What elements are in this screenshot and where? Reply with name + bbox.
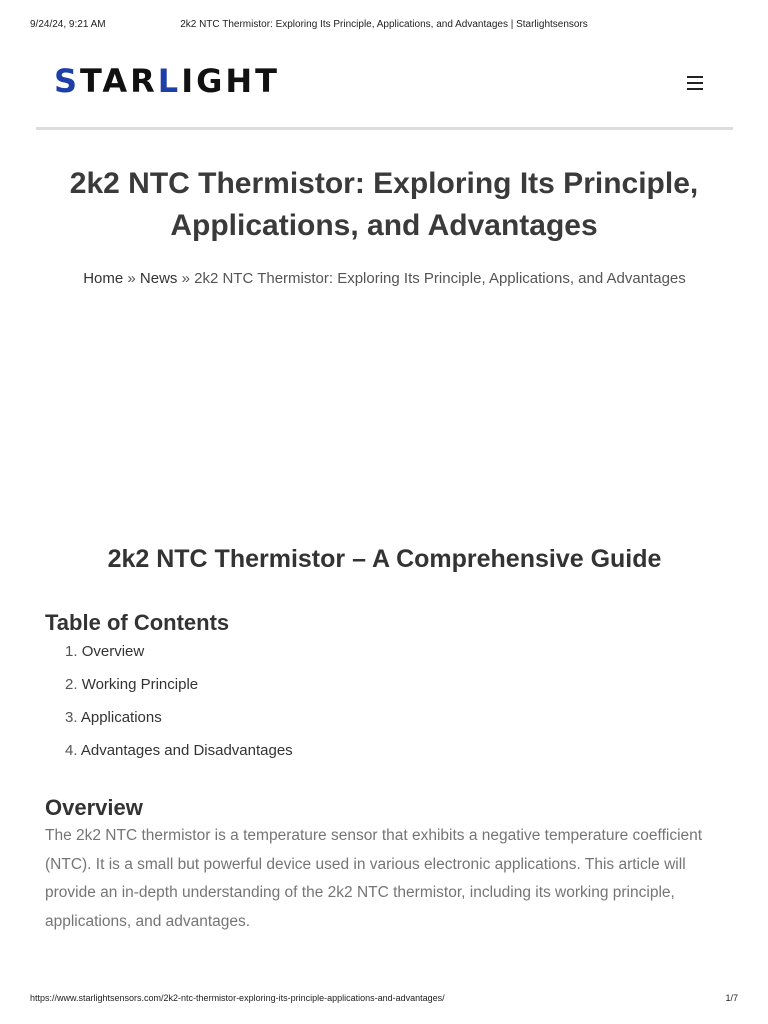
guide-heading: 2k2 NTC Thermistor – A Comprehensive Guide bbox=[107, 545, 662, 573]
print-url: https://www.starlightsensors.com/2k2-ntc-thermistor-exploring-its-principle-applications-and-advantages/ bbox=[30, 993, 445, 1003]
page-title: 2k2 NTC Thermistor: Exploring Its Principle, Applications, and Advantages bbox=[69, 167, 699, 242]
toc-item bbox=[65, 676, 293, 709]
print-footer bbox=[30, 993, 738, 1007]
toc-list bbox=[65, 643, 293, 775]
breadcrumb-news-link[interactable]: News bbox=[139, 270, 178, 287]
overview-paragraph: The 2k2 NTC thermistor is a temperature sensor that exhibits a negative temperature coefficient (NTC). It is a small but powerful device used in various electronic applications. This article will provide an in-depth understanding of the 2k2 NTC thermistor, including its working principle, applications, and advantages. bbox=[45, 827, 703, 930]
overview-heading: Overview bbox=[45, 795, 143, 820]
toc-heading: Table of Contents bbox=[45, 610, 230, 635]
toc-link-applications[interactable]: Applications bbox=[80, 709, 162, 726]
toc-item-number: 4. bbox=[65, 742, 78, 759]
print-page-number: 1/7 bbox=[725, 993, 738, 1003]
toc-item-number: 3. bbox=[65, 709, 78, 726]
print-doc-title: 2k2 NTC Thermistor: Exploring Its Principle, Applications, and Advantages | Starlightsensors bbox=[180, 19, 588, 30]
hamburger-menu-icon[interactable] bbox=[687, 76, 703, 90]
logo-letter-s: S bbox=[54, 62, 81, 100]
breadcrumb-separator: » bbox=[181, 270, 190, 287]
toc-item bbox=[65, 643, 293, 676]
print-header bbox=[30, 19, 738, 33]
logo-text-ight: IGHT bbox=[181, 62, 280, 100]
breadcrumb-home-link[interactable]: Home bbox=[83, 270, 124, 287]
logo-letter-l: L bbox=[157, 62, 182, 100]
toc-item bbox=[65, 742, 293, 775]
toc-item-number: 1. bbox=[65, 643, 78, 660]
breadcrumb-current: 2k2 NTC Thermistor: Exploring Its Principle, Applications, and Advantages bbox=[194, 270, 686, 287]
logo-text-tar: TAR bbox=[80, 62, 158, 100]
breadcrumb bbox=[36, 270, 733, 287]
breadcrumb-separator: » bbox=[127, 270, 136, 287]
toc-link-working-principle[interactable]: Working Principle bbox=[81, 676, 199, 693]
site-header bbox=[36, 52, 733, 130]
site-logo[interactable] bbox=[54, 62, 280, 100]
toc-link-advantages[interactable]: Advantages and Disadvantages bbox=[80, 742, 293, 759]
toc-item bbox=[65, 709, 293, 742]
print-date: 9/24/24, 9:21 AM bbox=[30, 19, 106, 30]
toc-link-overview[interactable]: Overview bbox=[81, 643, 145, 660]
toc-item-number: 2. bbox=[65, 676, 78, 693]
